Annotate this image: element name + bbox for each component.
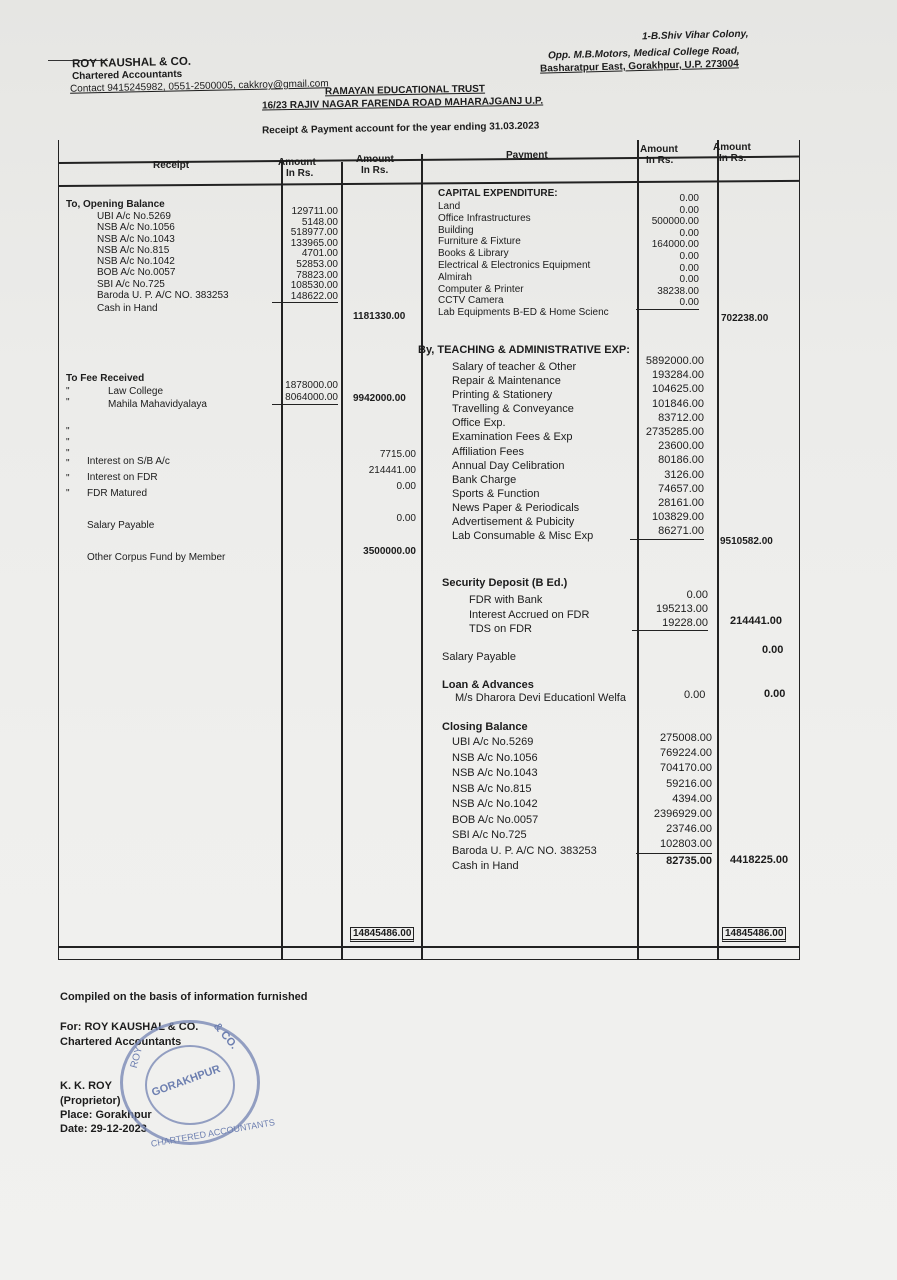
teach-amount: 101846.00 (652, 397, 704, 410)
other-receipt-label: Salary Payable (87, 520, 155, 531)
teaching-admin-title: By, TEACHING & ADMINISTRATIVE EXP: (418, 344, 630, 356)
capex-label: Furniture & Fixture (438, 236, 521, 248)
closing-label: NSB A/c No.1056 (452, 751, 538, 764)
other-receipt-amount: 0.00 (396, 481, 416, 492)
security-label: FDR with Bank (469, 594, 543, 606)
teach-amount: 23600.00 (658, 440, 704, 453)
closing-balance-total: 4418225.00 (730, 854, 789, 866)
teach-label: Examination Fees & Exp (452, 431, 573, 444)
capex-amounts (636, 193, 699, 310)
teach-label: Sports & Function (452, 487, 540, 500)
closing-amount: 59216.00 (666, 777, 712, 790)
capex-label: Land (438, 201, 461, 212)
ditto-mark: " (66, 386, 70, 397)
stamp-text-bottom: CHARTERED ACCOUNTANTS (150, 1117, 276, 1149)
col-divider-3 (421, 154, 423, 959)
opening-amount: 518977.00 (290, 227, 338, 239)
opening-balance-labels (97, 211, 229, 315)
opening-amount: 4701.00 (301, 248, 338, 260)
opening-amount: 129711.00 (291, 206, 338, 217)
teach-amount: 5892000.00 (645, 355, 704, 367)
capex-label: Lab Equipments B-ED & Home Scienc (438, 307, 609, 319)
header-amount-1: Amount (278, 157, 316, 168)
capex-labels (438, 201, 609, 319)
closing-amount: 704170.00 (660, 762, 712, 775)
ditto-mark: " (66, 448, 70, 459)
teach-label: Printing & Stationery (452, 389, 553, 402)
signatory-designation: Chartered Accountants (60, 1036, 182, 1048)
fee-amount: 1878000.00 (285, 380, 338, 391)
closing-label: NSB A/c No.1043 (452, 767, 538, 779)
signatory-date: Date: 29-12-2023 (60, 1123, 147, 1135)
teach-label: Salary of teacher & Other (452, 361, 577, 373)
security-amount: 195213.00 (656, 603, 708, 615)
security-deposit-amounts (632, 588, 708, 631)
fee-label: Mahila Mahavidyalaya (108, 399, 207, 410)
receipts-grand-total: 14845486.00 (350, 927, 414, 942)
header-amount-4b: In Rs. (719, 153, 747, 164)
firm-contact: Contact 9415245982, 0551-2500005, cakkroy@gmail.com (69, 78, 329, 95)
teach-label: Advertisement & Pubicity (452, 516, 575, 529)
firm-address-line2: Opp. M.B.Motors, Medical College Road, (547, 45, 740, 62)
opening-balance-amounts (272, 207, 338, 303)
closing-amount: 102803.00 (660, 838, 712, 851)
opening-label: NSB A/c No.1056 (97, 222, 175, 234)
opening-amount: 133965.00 (290, 237, 338, 249)
capex-label: Office Infrastructures (438, 212, 531, 224)
other-receipt-amount: 7715.00 (379, 449, 416, 460)
fee-received-amounts (272, 380, 338, 405)
ditto-mark: " (66, 437, 70, 448)
signatory-name: K. K. ROY (60, 1080, 112, 1092)
opening-label: UBI A/c No.5269 (97, 211, 171, 222)
capex-amount: 0.00 (679, 204, 699, 216)
loan-advances-total: 0.00 (764, 688, 786, 700)
closing-label: Baroda U. P. A/C NO. 383253 (452, 844, 597, 857)
fee-received-title: To Fee Received (66, 373, 145, 384)
teach-amount: 104625.00 (652, 383, 704, 396)
teach-amount: 74657.00 (658, 482, 704, 495)
fee-amount: 8064000.00 (272, 392, 338, 405)
trust-address: 16/23 RAJIV NAGAR FARENDA ROAD MAHARAJGANJ U.P. (261, 95, 544, 112)
security-amount: 19228.00 (632, 616, 708, 631)
firm-address-line1: 1-B.Shiv Vihar Colony, (641, 28, 749, 43)
firm-name: ROY KAUSHAL & CO. (71, 55, 192, 71)
fee-received-labels (108, 385, 207, 411)
closing-label: UBI A/c No.5269 (452, 736, 534, 748)
capex-label: Electrical & Electronics Equipment (438, 259, 591, 271)
capex-amount: 0.00 (636, 297, 699, 310)
teach-label: Annual Day Celibration (452, 459, 565, 472)
closing-amount: 2396929.00 (653, 808, 712, 821)
compiled-note: Compiled on the basis of information furnished (60, 991, 308, 1003)
capex-title: CAPITAL EXPENDITURE: (438, 188, 558, 199)
loan-advances-label: M/s Dharora Devi Educationl Welfa (455, 692, 626, 704)
security-label: TDS on FDR (469, 623, 532, 635)
teach-amount: 83712.00 (658, 411, 704, 424)
header-amount-3: Amount (640, 144, 678, 155)
fee-label: Law College (108, 386, 164, 397)
signatory-role: (Proprietor) (60, 1095, 121, 1107)
firm-address-line3: Basharatpur East, Gorakhpur, U.P. 273004 (539, 58, 739, 75)
salary-payable-label: Salary Payable (442, 651, 516, 663)
other-receipt-amount: 214441.00 (368, 465, 416, 476)
closing-label: NSB A/c No.1042 (452, 798, 538, 810)
security-deposit-total: 214441.00 (730, 615, 782, 627)
capex-total: 702238.00 (721, 313, 769, 324)
header-amount-2: Amount (356, 154, 394, 165)
opening-label: NSB A/c No.815 (97, 244, 170, 256)
loan-advances-title: Loan & Advances (442, 679, 534, 691)
capex-amount: 0.00 (679, 193, 699, 204)
security-deposit-title: Security Deposit (B Ed.) (442, 577, 568, 589)
closing-amount: 82735.00 (636, 853, 712, 869)
closing-label: Cash in Hand (452, 860, 519, 872)
capex-amount: 0.00 (679, 227, 699, 239)
col-divider-2 (341, 162, 343, 959)
closing-amount: 275008.00 (660, 732, 712, 744)
opening-label: Baroda U. P. A/C NO. 383253 (97, 290, 229, 302)
capex-label: Computer & Printer (438, 283, 524, 295)
teach-amount: 103829.00 (652, 511, 704, 524)
other-receipt-amount: 3500000.00 (363, 546, 416, 557)
opening-amount: 52853.00 (296, 258, 338, 270)
capex-label: Books & Library (438, 248, 509, 260)
teach-amount: 28161.00 (658, 497, 704, 510)
capex-amount: 164000.00 (651, 239, 699, 251)
teach-amount: 80186.00 (658, 454, 704, 467)
ditto-mark: " (66, 458, 70, 469)
stamp-text-left: ROY (128, 1045, 145, 1070)
other-receipt-amount: 0.00 (396, 513, 416, 524)
other-receipt-label: Interest on FDR (87, 472, 158, 483)
teach-amount: 3126.00 (664, 468, 704, 481)
opening-balance-total: 1181330.00 (353, 311, 406, 322)
ditto-mark: " (66, 397, 70, 408)
capex-amount: 0.00 (679, 250, 699, 262)
opening-label: Cash in Hand (97, 303, 158, 315)
teach-label: Affiliation Fees (452, 445, 524, 458)
opening-amount: 5148.00 (301, 216, 338, 228)
capex-amount: 38238.00 (657, 285, 699, 297)
teaching-admin-labels (452, 360, 593, 543)
fee-received-total: 9942000.00 (353, 393, 406, 404)
opening-amount: 108530.00 (290, 280, 338, 292)
other-receipt-label: Interest on S/B A/c (87, 456, 170, 467)
other-receipt-label: FDR Matured (87, 488, 148, 499)
salary-payable-total: 0.00 (762, 644, 784, 656)
capex-amount: 0.00 (679, 274, 699, 286)
capex-label: Almirah (438, 271, 472, 283)
teach-label: Travelling & Conveyance (452, 403, 574, 416)
header-amount-1b: In Rs. (286, 168, 314, 179)
closing-balance-amounts (636, 731, 712, 869)
ditto-marks-c (66, 456, 70, 501)
header-amount-2b: In Rs. (361, 165, 389, 176)
firm-designation: Chartered Accountants (71, 68, 183, 83)
signatory-place: Place: Gorakhpur (60, 1109, 152, 1121)
stamp-text-top: & CO. (210, 1020, 240, 1052)
capex-label: Building (438, 224, 474, 236)
teach-label: Office Exp. (452, 417, 506, 430)
teach-label: Bank Charge (452, 473, 517, 486)
ditto-marks-a (66, 386, 70, 408)
security-deposit-labels (469, 593, 589, 637)
table-footer-rule (59, 946, 799, 948)
teaching-admin-total: 9510582.00 (720, 536, 773, 547)
closing-label: SBI A/c No.725 (452, 829, 527, 841)
capex-amount: 500000.00 (651, 216, 699, 228)
col-divider-5 (717, 140, 719, 959)
opening-label: NSB A/c No.1042 (97, 256, 175, 268)
table-header-bottom (59, 180, 799, 187)
opening-balance-title: To, Opening Balance (66, 199, 165, 210)
opening-amount: 148622.00 (272, 292, 338, 304)
header-amount-4: Amount (713, 142, 751, 153)
closing-amount: 23746.00 (666, 823, 712, 836)
closing-amount: 4394.00 (672, 792, 712, 805)
capex-amount: 0.00 (679, 262, 699, 274)
header-receipt: Receipt (153, 160, 190, 171)
teach-label: Lab Consumable & Misc Exp (452, 530, 594, 543)
ditto-mark: " (66, 473, 70, 484)
teach-label: Repair & Maintenance (452, 375, 561, 388)
signatory-firm: For: ROY KAUSHAL & CO. (60, 1021, 199, 1033)
other-receipt-label: Other Corpus Fund by Member (87, 552, 226, 563)
capex-label: CCTV Camera (438, 295, 504, 307)
opening-label: BOB A/c No.0057 (97, 267, 176, 279)
opening-amount: 78823.00 (296, 269, 338, 281)
stamp-text-center: GORAKHPUR (150, 1063, 223, 1099)
payments-grand-total: 14845486.00 (722, 927, 786, 942)
header-amount-3b: In Rs. (646, 155, 674, 166)
closing-label: BOB A/c No.0057 (452, 813, 539, 826)
opening-label: SBI A/c No.725 (97, 278, 165, 290)
closing-amount: 769224.00 (660, 747, 712, 760)
closing-balance-labels (452, 735, 597, 875)
teaching-admin-amounts (630, 354, 704, 540)
closing-balance-title: Closing Balance (442, 721, 528, 733)
loan-advances-amount: 0.00 (684, 689, 706, 701)
ditto-mark: " (66, 426, 70, 437)
statement-title: Receipt & Payment account for the year ending 31.03.2023 (261, 120, 540, 137)
header-payment: Payment (506, 150, 548, 161)
ditto-mark: " (66, 488, 70, 499)
ditto-marks-b (66, 426, 70, 459)
teach-label: News Paper & Periodicals (452, 501, 580, 514)
closing-label: NSB A/c No.815 (452, 782, 532, 795)
opening-label: NSB A/c No.1043 (97, 233, 175, 245)
security-label: Interest Accrued on FDR (469, 608, 590, 621)
teach-amount: 86271.00 (630, 524, 704, 539)
teach-amount: 2735285.00 (645, 426, 704, 439)
trust-name: RAMAYAN EDUCATIONAL TRUST (324, 83, 486, 98)
teach-amount: 193284.00 (652, 369, 704, 382)
security-amount: 0.00 (686, 589, 708, 601)
